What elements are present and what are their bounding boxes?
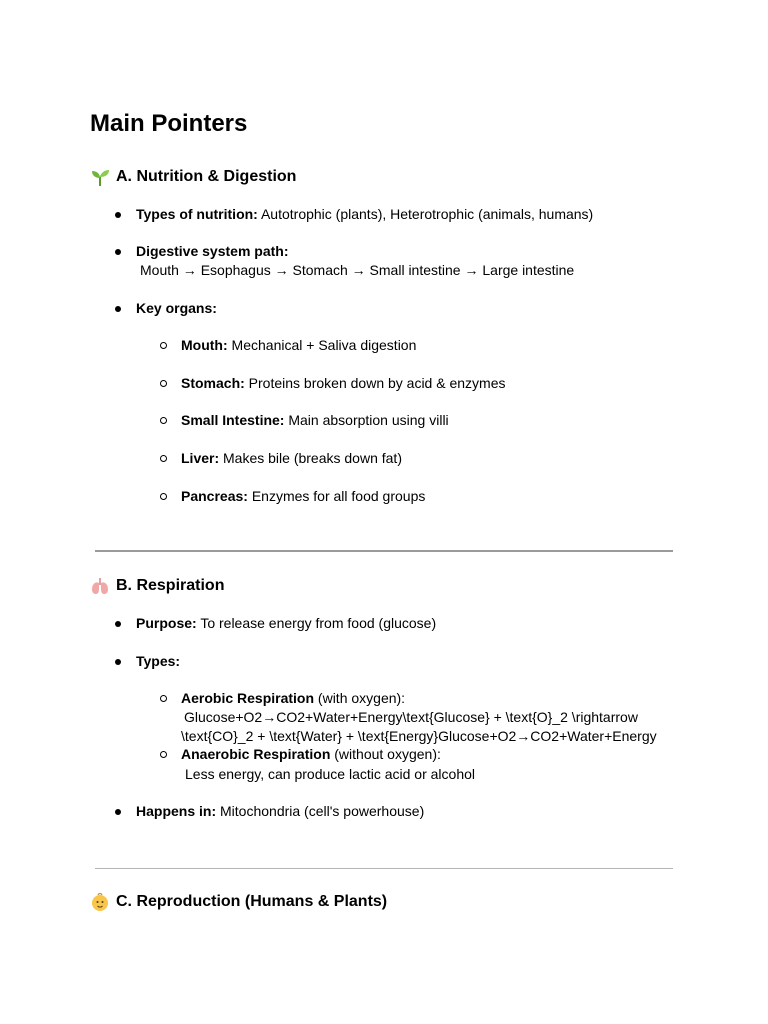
section-c-heading [90, 892, 387, 912]
item-text: Enzymes for all food groups [247, 488, 426, 504]
item-label: Types of nutrition: [136, 206, 258, 222]
item-text: To release energy from food (glucose) [196, 615, 437, 631]
item-label: Aerobic Respiration [181, 690, 315, 706]
item-text: Mechanical + Saliva digestion [227, 337, 417, 353]
bullet-circle [160, 380, 167, 387]
bullet-circle [160, 493, 167, 500]
bullet-disc [115, 809, 121, 815]
bullet-disc [115, 249, 121, 255]
section-b-heading [90, 576, 224, 596]
item-text: Mitochondria (cell's powerhouse) [216, 803, 425, 819]
item-label: Mouth: [181, 337, 228, 353]
section-a-heading [90, 167, 296, 187]
section-divider [95, 868, 673, 869]
item-label: Anaerobic Respiration [181, 746, 331, 762]
item-label: Happens in: [136, 803, 217, 819]
item-text: (without oxygen): [330, 746, 441, 762]
digestive-path-text: Mouth → Esophagus → Stomach → Small intestine → Large intestine [140, 262, 575, 278]
page-title: Main Pointers [90, 110, 248, 137]
section-c-title: C. Reproduction (Humans & Plants) [116, 893, 388, 910]
aerobic-equation-line-2: \text{CO}_2 + \text{Water} + \text{Energy}Glucose+O2→CO2+Water+Energy [181, 728, 657, 744]
item-text: Proteins broken down by acid & enzymes [244, 375, 506, 391]
seedling-icon [90, 167, 110, 187]
bullet-circle [160, 751, 167, 758]
bullet-disc [115, 306, 121, 312]
bullet-circle [160, 417, 167, 424]
item-label: Pancreas: [181, 488, 248, 504]
item-text: Autotrophic (plants), Heterotrophic (animals, humans) [257, 206, 594, 222]
item-label: Stomach: [181, 375, 245, 391]
item-label: Small Intestine: [181, 412, 285, 428]
item-label: Digestive system path: [136, 243, 289, 259]
anaerobic-description: Less energy, can produce lactic acid or alcohol [185, 766, 476, 782]
baby-icon [90, 892, 110, 912]
bullet-circle [160, 695, 167, 702]
item-label: Key organs: [136, 300, 217, 316]
section-divider [95, 550, 673, 552]
bullet-circle [160, 342, 167, 349]
bullet-disc [115, 212, 121, 218]
item-label: Purpose: [136, 615, 197, 631]
bullet-circle [160, 455, 167, 462]
bullet-disc [115, 659, 121, 665]
item-text: Main absorption using villi [284, 412, 449, 428]
section-a-title: A. Nutrition & Digestion [116, 168, 297, 185]
item-label: Liver: [181, 450, 220, 466]
item-label: Types: [136, 653, 181, 669]
aerobic-equation-line-1: Glucose+O2→CO2+Water+Energy\text{Glucose} + \text{O}_2 \rightarrow [184, 709, 638, 725]
lungs-icon [90, 576, 110, 596]
section-b-title: B. Respiration [116, 577, 225, 594]
item-text: Makes bile (breaks down fat) [219, 450, 402, 466]
bullet-disc [115, 621, 121, 627]
item-text: (with oxygen): [314, 690, 406, 706]
